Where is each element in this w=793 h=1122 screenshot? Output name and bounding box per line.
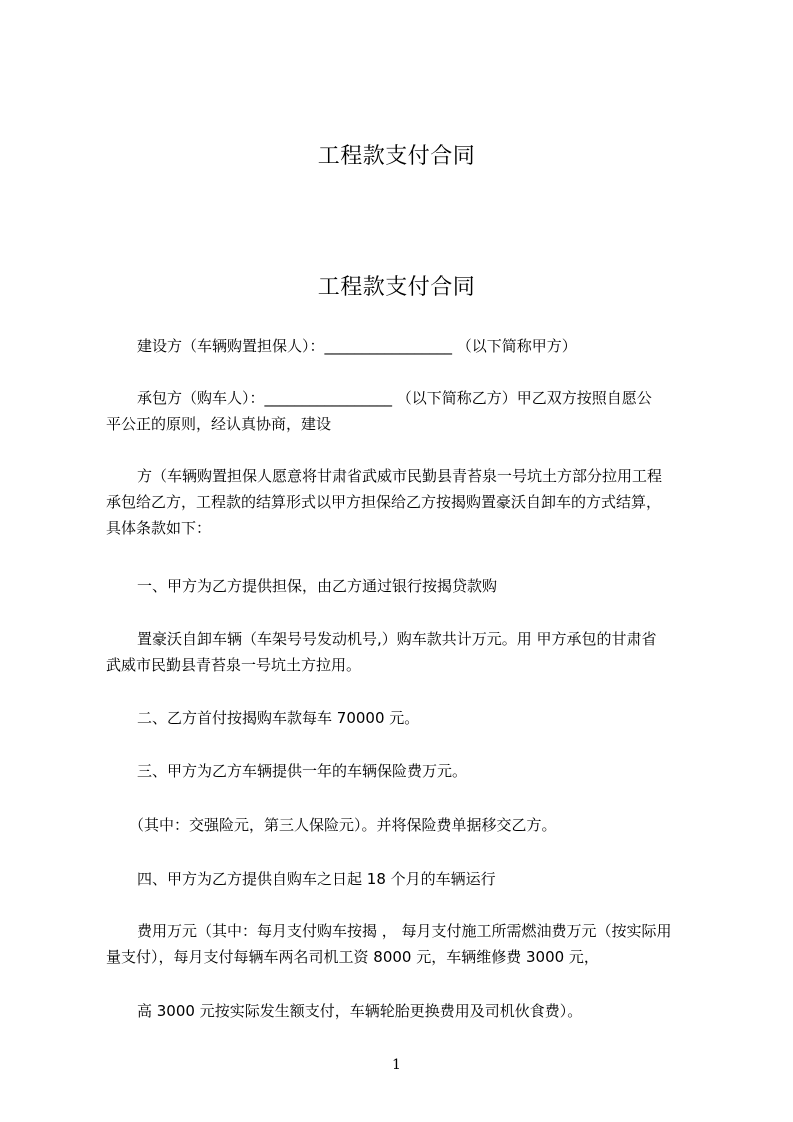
- intro-paragraph-continued: [106, 489, 661, 541]
- page-number: 1: [392, 1057, 401, 1073]
- paragraph-line: 建设方（车辆购置担保人）：_________________ （以下简称甲方）: [137, 337, 577, 355]
- clause-4-detail: [137, 918, 672, 944]
- clause-4-final: [137, 998, 582, 1024]
- paragraph-line: 武威市民勤县青苔泉一号坑土方拉用。: [106, 656, 362, 674]
- paragraph-line: 承包方（购车人）：_________________ （以下简称乙方）甲乙双方按照自愿公: [137, 389, 652, 407]
- paragraph-line: 方（车辆购置担保人愿意将甘肃省武威市民勤县青苔泉一号坑土方部分拉用工程: [137, 467, 663, 485]
- clause-1-detail-continued: [106, 652, 361, 678]
- paragraph-line: 四、甲方为乙方提供自购车之日起 18 个月的车辆运行: [137, 870, 496, 888]
- document-title-top: 工程款支付合同: [317, 144, 476, 169]
- paragraph-line: 二、乙方首付按揭购车款每车 70000 元。: [137, 709, 420, 727]
- paragraph-line: （其中：交强险元，第三人保险元）。并将保险费单据移交乙方。: [129, 816, 557, 834]
- clause-1: [137, 573, 497, 599]
- clause-3: [137, 758, 467, 784]
- party-b-line: [137, 385, 652, 411]
- clause-3-detail: [129, 812, 557, 838]
- paragraph-line: 一、甲方为乙方提供担保，由乙方通过银行按揭贷款购: [137, 577, 498, 595]
- document-title-main: 工程款支付合同: [317, 275, 476, 300]
- paragraph-line: 费用万元（其中：每月支付购车按揭 ， 每月支付施工所需燃油费万元（按实际用: [137, 922, 672, 940]
- clause-2: [137, 705, 419, 731]
- paragraph-line: 平公正的原则，经认真协商，建设: [106, 415, 332, 433]
- paragraph-line: 三、甲方为乙方车辆提供一年的车辆保险费万元。: [137, 762, 468, 780]
- clause-4: [137, 866, 496, 892]
- paragraph-line: 置豪沃自卸车辆（车架号号发动机号,）购车款共计万元。用 甲方承包的甘肃省: [137, 630, 657, 648]
- paragraph-line: 承包给乙方，工程款的结算形式以甲方担保给乙方按揭购置豪沃自卸车的方式结算，: [106, 493, 662, 511]
- paragraph-line: 量支付），每月支付每辆车两名司机工资 8000 元，车辆维修费 3000 元，: [106, 948, 599, 966]
- paragraph-line: 具体条款如下：: [106, 519, 212, 537]
- clause-1-detail: [137, 626, 657, 652]
- paragraph-line: 高 3000 元按实际发生额支付，车辆轮胎更换费用及司机伙食费）。: [137, 1002, 583, 1020]
- party-a-line: [137, 333, 577, 359]
- intro-paragraph: [137, 463, 662, 489]
- clause-4-detail-continued: [106, 944, 599, 970]
- party-b-line-continued: [106, 411, 331, 437]
